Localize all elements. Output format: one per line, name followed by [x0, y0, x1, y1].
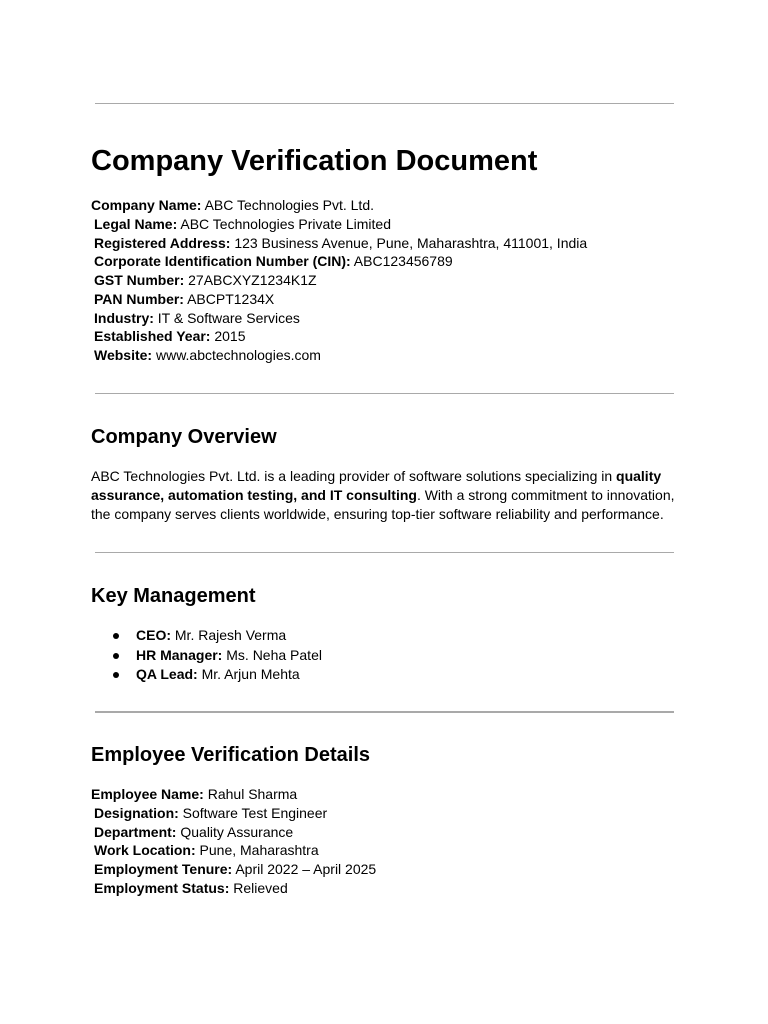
field-label: PAN Number: — [94, 290, 184, 307]
item-value: Mr. Arjun Mehta — [201, 666, 300, 682]
item-label: QA Lead: — [136, 666, 198, 682]
field-value: Relieved — [233, 879, 288, 896]
employee-details — [91, 785, 376, 898]
field-label: Employment Status: — [94, 879, 230, 896]
management-list — [91, 626, 322, 685]
field-label: Industry: — [94, 309, 154, 326]
field-label: Employee Name: — [91, 786, 204, 802]
divider-management — [95, 552, 674, 553]
field-label: Corporate Identification Number (CIN): — [94, 253, 351, 270]
field-value: April 2022 – April 2025 — [235, 861, 377, 877]
divider-top — [95, 103, 674, 104]
field-label: Employment Tenure: — [94, 861, 233, 877]
employment-status-row — [91, 879, 376, 898]
bullet-icon — [113, 672, 119, 678]
cin-row — [91, 252, 587, 271]
employment-tenure-row — [91, 860, 376, 879]
industry-row — [91, 309, 587, 328]
employee-heading: Employee Verification Details — [91, 744, 370, 766]
field-value: Software Test Engineer — [182, 804, 328, 821]
field-label: Company Name: — [91, 197, 202, 213]
field-value: ABC123456789 — [353, 253, 453, 270]
field-label: Department: — [94, 823, 177, 840]
registered-address-row — [91, 234, 587, 253]
established-year-row — [91, 327, 587, 346]
field-value: ABCPT1234X — [187, 290, 275, 307]
field-value: IT & Software Services — [157, 309, 300, 326]
item-label: HR Manager: — [136, 646, 223, 663]
field-value: Pune, Maharashtra — [199, 842, 319, 859]
overview-paragraph — [91, 467, 681, 523]
bullet-icon — [113, 633, 119, 639]
overview-text-bold: quality assurance, automation testing, and IT consulting — [91, 468, 662, 503]
company-details — [91, 196, 587, 365]
field-label: Designation: — [94, 804, 179, 821]
field-value: 27ABCXYZ1234K1Z — [188, 272, 317, 288]
pan-number-row — [91, 290, 587, 309]
field-value: Rahul Sharma — [207, 786, 298, 802]
field-label: Established Year: — [94, 328, 211, 345]
field-value: www.abctechnologies.com — [155, 347, 321, 363]
field-value: ABC Technologies Pvt. Ltd. — [204, 197, 374, 213]
field-value: 123 Business Avenue, Pune, Maharashtra, 411001, India — [234, 234, 588, 251]
page-title: Company Verification Document — [91, 145, 538, 177]
field-value: 2015 — [214, 328, 246, 345]
field-label: Work Location: — [94, 842, 196, 859]
list-item-qa-lead — [91, 665, 322, 685]
field-value: ABC Technologies Private Limited — [180, 215, 392, 232]
work-location-row — [91, 841, 376, 860]
bullet-icon — [113, 653, 119, 659]
list-item-ceo — [91, 626, 322, 646]
overview-text: ABC Technologies Pvt. Ltd. is a leading provider of software solutions specializing in — [91, 468, 617, 484]
divider-overview — [95, 393, 674, 394]
overview-heading: Company Overview — [91, 426, 277, 448]
field-value: Quality Assurance — [180, 823, 294, 840]
legal-name-row — [91, 215, 587, 234]
item-value: Mr. Rajesh Verma — [174, 627, 287, 643]
overview-text-end: . With a strong commitment to innovation, the company serves clients worldwide, ensuring top-tier software reliability and performance. — [91, 486, 675, 522]
field-label: Legal Name: — [94, 215, 178, 232]
company-name-row — [91, 196, 587, 215]
field-label: Registered Address: — [94, 234, 231, 251]
item-value: Ms. Neha Patel — [226, 646, 322, 663]
employee-name-row — [91, 785, 376, 804]
gst-number-row — [91, 271, 587, 290]
list-item-hr-manager — [91, 646, 322, 666]
department-row — [91, 823, 376, 842]
field-label: GST Number: — [94, 272, 185, 288]
management-heading: Key Management — [91, 585, 256, 607]
divider-employee — [95, 711, 674, 713]
field-label: Website: — [94, 347, 153, 363]
designation-row — [91, 804, 376, 823]
item-label: CEO: — [136, 627, 171, 643]
website-row — [91, 346, 587, 365]
